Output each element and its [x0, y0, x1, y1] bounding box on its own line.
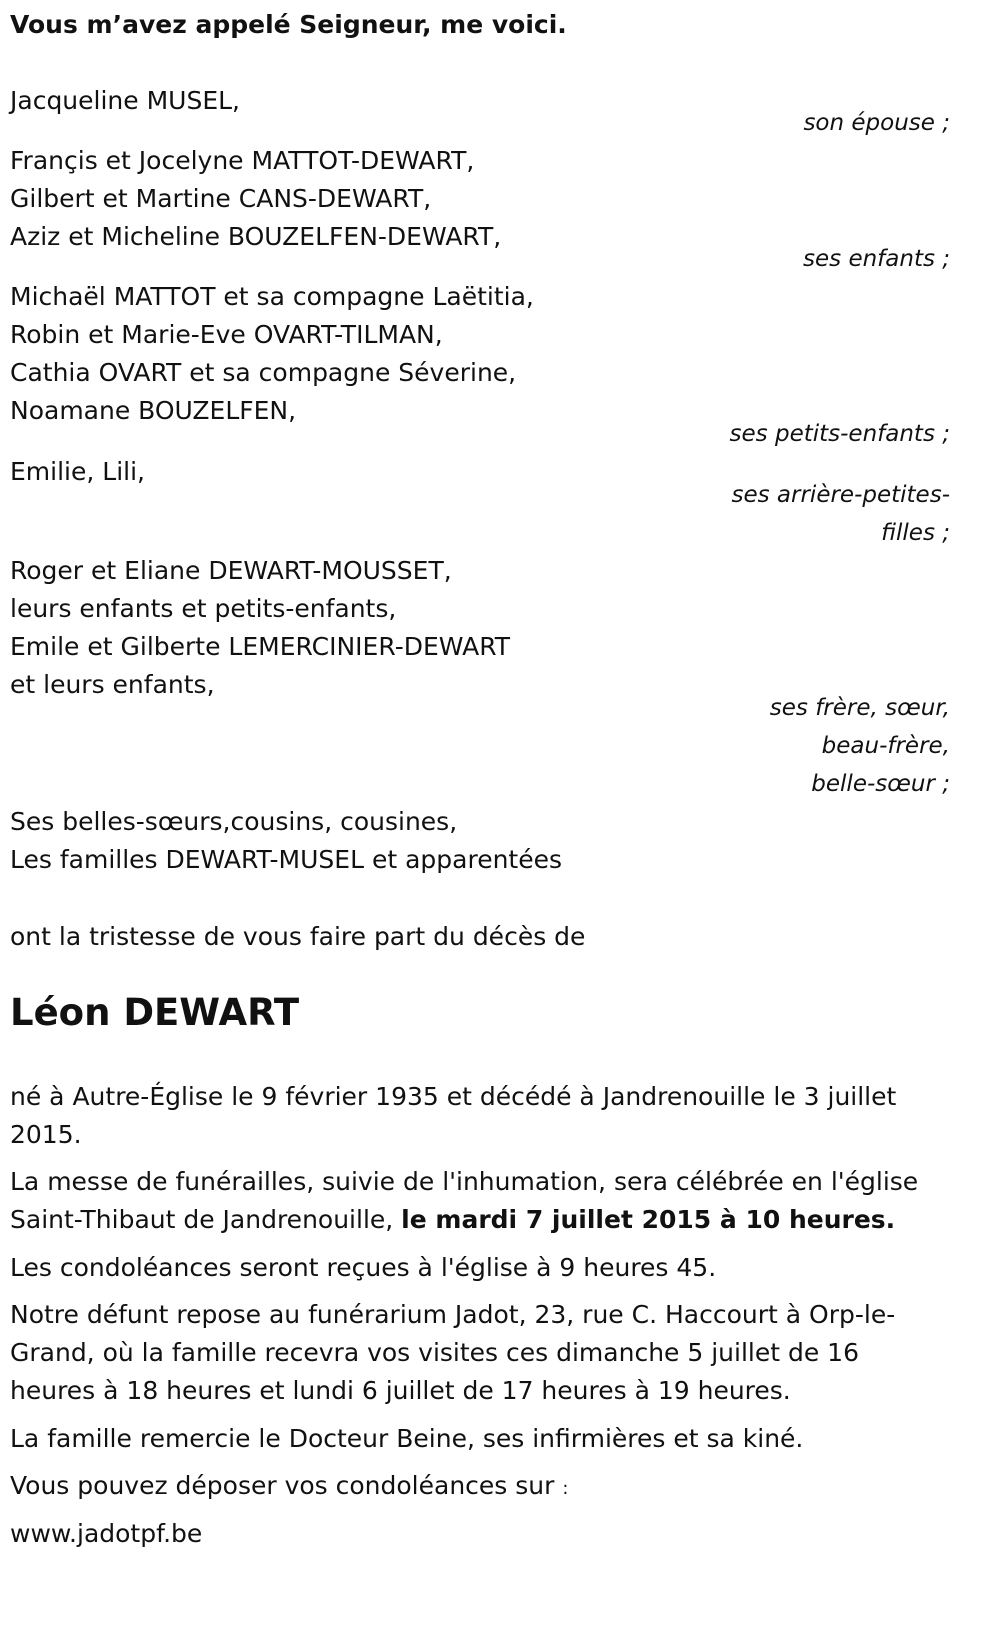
deceased-name: Léon DEWART	[10, 991, 300, 1034]
funeral-mass-info	[10, 1163, 945, 1239]
funeral-home-info: Notre défunt repose au funérarium Jadot, 23, rue C. Haccourt à Orp-le-Grand, où la famille recevra vos visites ces dimanche 5 juillet de 16 heures à 18 heures et lundi 6 juillet de 17 heures à 19 heures.	[10, 1300, 896, 1405]
relation-label: filles ;	[881, 520, 950, 546]
relation-label: beau-frère,	[821, 733, 950, 759]
family-line: Gilbert et Martine CANS-DEWART,	[10, 184, 432, 213]
online-condolences-colon: :	[562, 1478, 569, 1499]
relation-label: ses enfants ;	[803, 246, 950, 272]
family-line: Robin et Marie-Eve OVART-TILMAN,	[10, 320, 443, 349]
family-line: Aziz et Micheline BOUZELFEN-DEWART,	[10, 222, 502, 251]
relation-label: ses frère, sœur,	[769, 695, 950, 721]
online-condolences-text: Vous pouvez déposer vos condoléances sur	[10, 1471, 555, 1500]
family-line: Jacqueline MUSEL,	[10, 86, 241, 115]
relation-label: belle-sœur ;	[811, 771, 950, 797]
relation-label: ses petits-enfants ;	[729, 421, 950, 447]
online-condolences	[10, 1467, 945, 1508]
condolences-church: Les condoléances seront reçues à l'église à 9 heures 45.	[10, 1253, 717, 1282]
family-line: Emilie, Lili,	[10, 457, 145, 486]
funeral-mass-date: le mardi 7 juillet 2015 à 10 heures.	[401, 1205, 896, 1234]
website-link[interactable]: www.jadotpf.be	[10, 1519, 203, 1548]
family-line: et leurs enfants,	[10, 670, 215, 699]
announcement: ont la tristesse de vous faire part du décès de	[10, 922, 586, 951]
funeral-mass-text: La messe de funérailles, suivie de l'inhumation, sera célébrée en l'église Saint-Thibaut de Jandrenouille,	[10, 1167, 919, 1234]
family-line: leurs enfants et petits-enfants,	[10, 594, 397, 623]
birth-death-info: né à Autre-Église le 9 février 1935 et décédé à Jandrenouille le 3 juillet 2015.	[10, 1082, 897, 1149]
family-line: Michaël MATTOT et sa compagne Laëtitia,	[10, 282, 534, 311]
family-line: Cathia OVART et sa compagne Séverine,	[10, 358, 517, 387]
obituary-document	[10, 0, 950, 1641]
family-line: Emile et Gilberte LEMERCINIER-DEWART	[10, 632, 511, 661]
relation-label: son épouse ;	[803, 110, 950, 136]
relation-label: ses arrière-petites-	[731, 482, 950, 508]
family-line: Noamane BOUZELFEN,	[10, 396, 297, 425]
family-line: Les familles DEWART-MUSEL et apparentées	[10, 845, 563, 874]
opening-verse: Vous m’avez appelé Seigneur, me voici.	[10, 10, 567, 39]
thanks-note: La famille remercie le Docteur Beine, ses infirmières et sa kiné.	[10, 1424, 804, 1453]
family-line: Ses belles-sœurs,cousins, cousines,	[10, 807, 458, 836]
family-line: Roger et Eliane DEWART-MOUSSET,	[10, 556, 452, 585]
family-line: Françis et Jocelyne MATTOT-DEWART,	[10, 146, 475, 175]
